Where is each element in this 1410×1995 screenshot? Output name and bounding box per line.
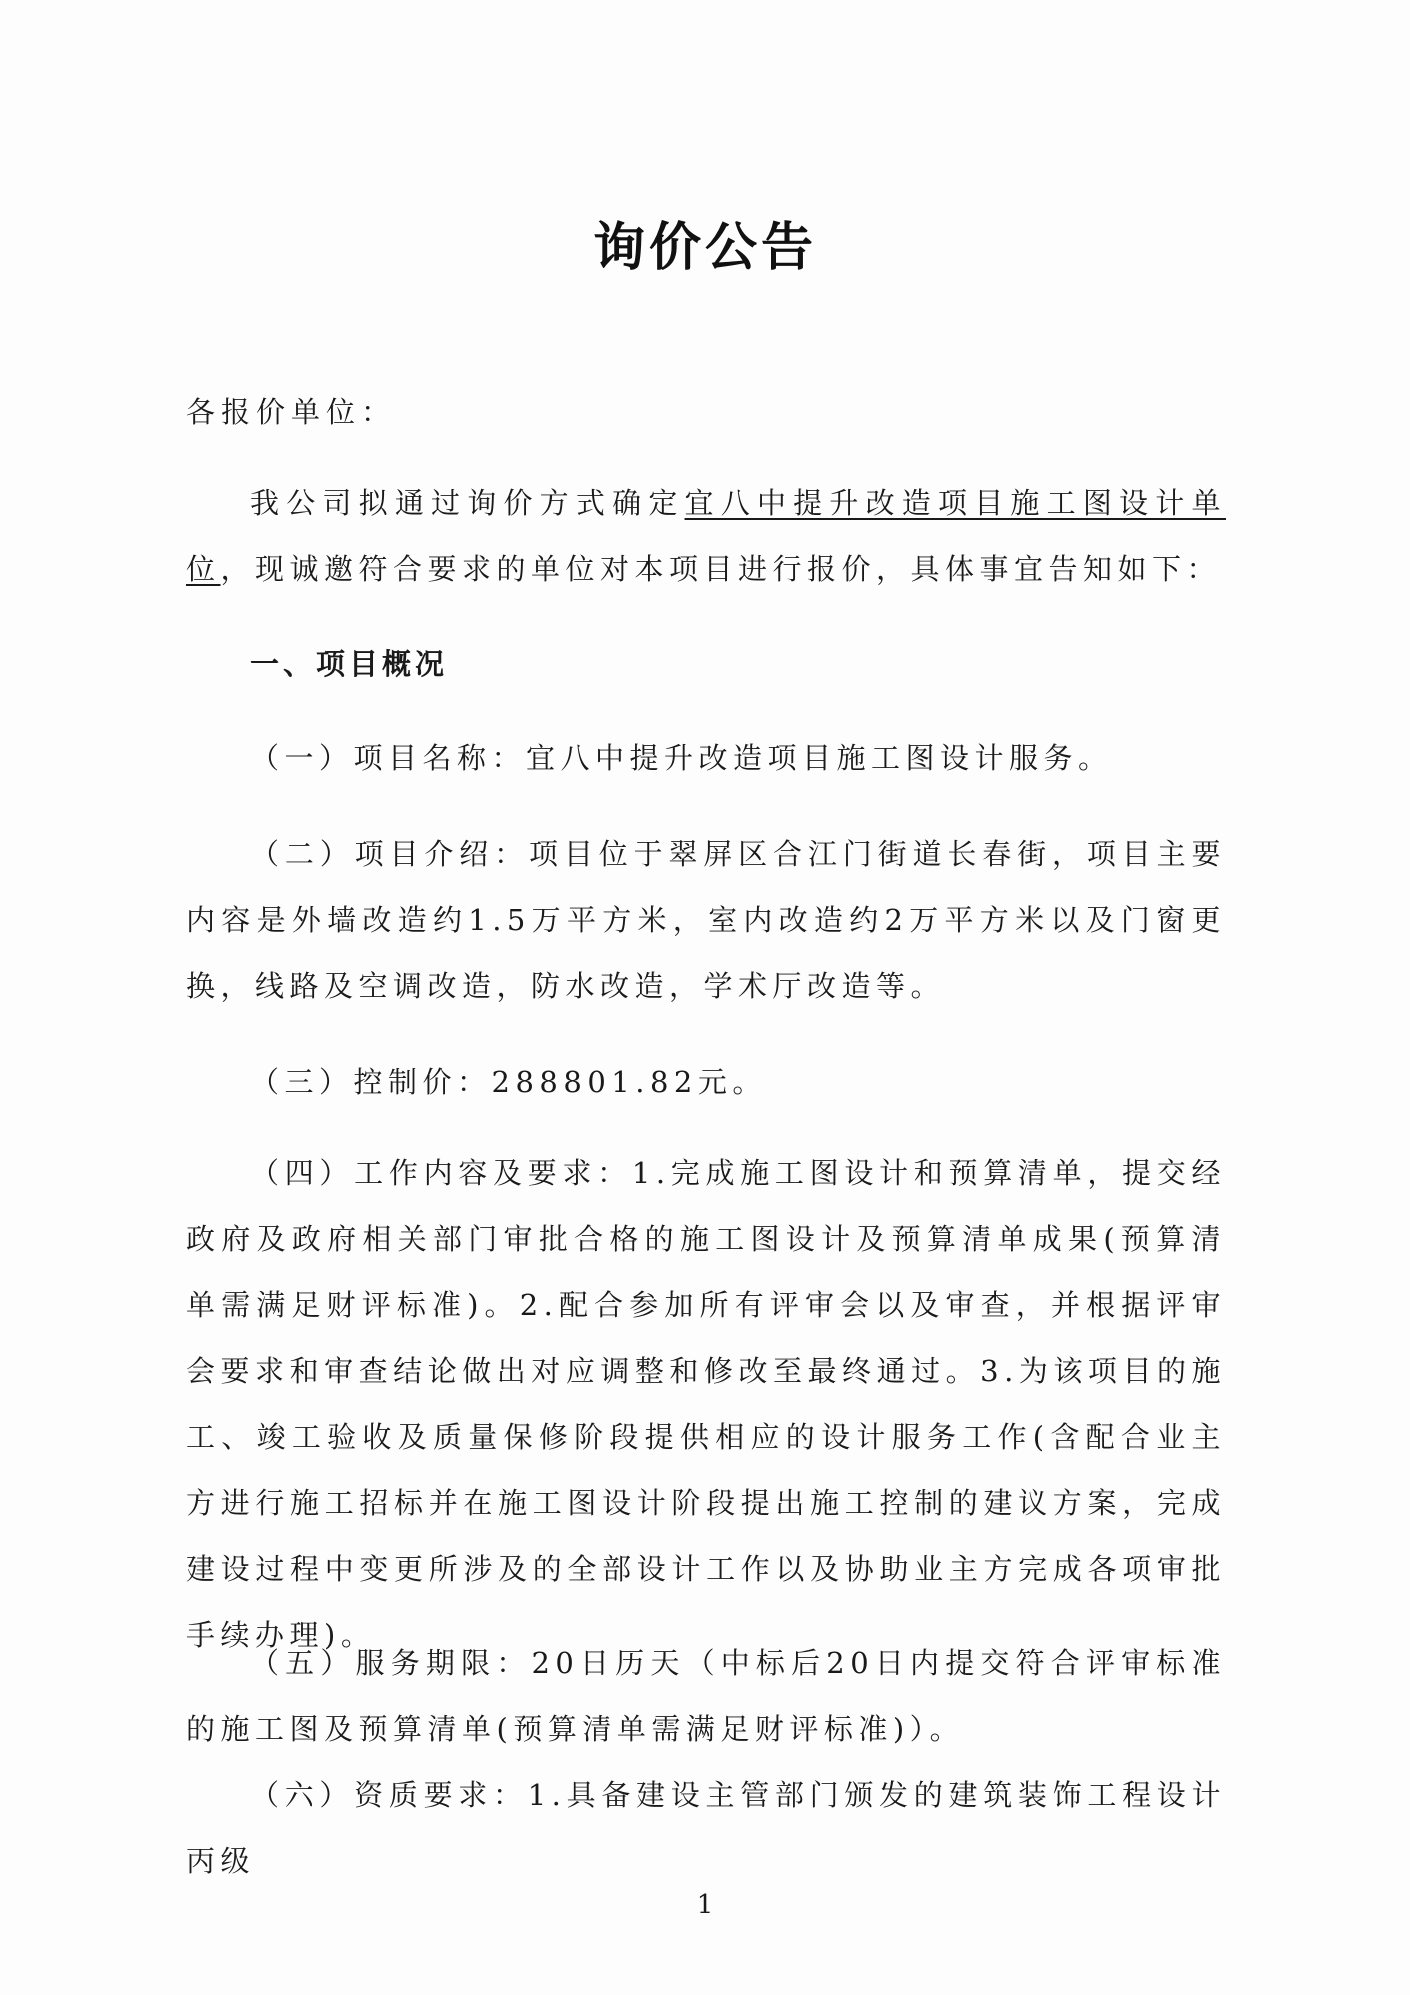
item-control-price [186, 1049, 1226, 1115]
item-text: 1.具备建设主管部门颁发的建筑装饰工程设计丙级 [186, 1778, 1226, 1878]
intro-prefix: 我公司拟通过询价方式确定 [250, 486, 685, 520]
item-label: （六）资质要求： [250, 1778, 528, 1812]
item-service-period [186, 1630, 1226, 1762]
item-qualification [186, 1762, 1226, 1894]
item-label: （一）项目名称： [250, 741, 527, 775]
intro-suffix: ，现诚邀符合要求的单位对本项目进行报价，具体事宜告知如下： [220, 552, 1222, 586]
project-name-underlined: 宜八中提升改造项目施工图设计单位 [186, 486, 1226, 586]
intro-paragraph [186, 470, 1226, 602]
item-work-content [186, 1140, 1226, 1668]
item-label: （二）项目介绍： [250, 837, 529, 871]
item-text: 宜八中提升改造项目施工图设计服务。 [526, 741, 1113, 775]
page-number: 1 [696, 1890, 714, 1920]
salutation: 各报价单位： [186, 395, 397, 429]
item-text: 288801.82元。 [491, 1065, 767, 1099]
item-project-intro [186, 821, 1226, 1019]
item-text: 20日历天（中标后20日内提交符合评审标准的施工图及预算清单(预算清单需满足财评标准)）。 [186, 1646, 1226, 1746]
section-heading-overview: 一、项目概况 [250, 647, 449, 681]
item-text: 1.完成施工图设计和预算清单，提交经政府及政府相关部门审批合格的施工图设计及预算清单成果(预算清单需满足财评标准)。2.配合参加所有评审会以及审查，并根据评审会要求和审查结论做出对应调整和修改至最终通过。3.为该项目的施工、竣工验收及质量保修阶段提供相应的设计服务工作(含配合业主方进行施工招标并在施工图设计阶段提出施工控制的建议方案，完成建设过程中变更所涉及的全部设计工作以及协助业主方完成各项审批手续办理)。 [186, 1156, 1226, 1652]
item-text: 项目位于翠屏区合江门街道长春街，项目主要内容是外墙改造约1.5万平方米，室内改造约2万平方米以及门窗更换，线路及空调改造，防水改造，学术厅改造等。 [186, 837, 1226, 1003]
item-label: （三）控制价： [250, 1065, 492, 1099]
item-label: （四）工作内容及要求： [250, 1156, 632, 1190]
item-label: （五）服务期限： [250, 1646, 532, 1680]
page-title: 询价公告 [592, 218, 817, 278]
item-project-name [186, 725, 1226, 791]
